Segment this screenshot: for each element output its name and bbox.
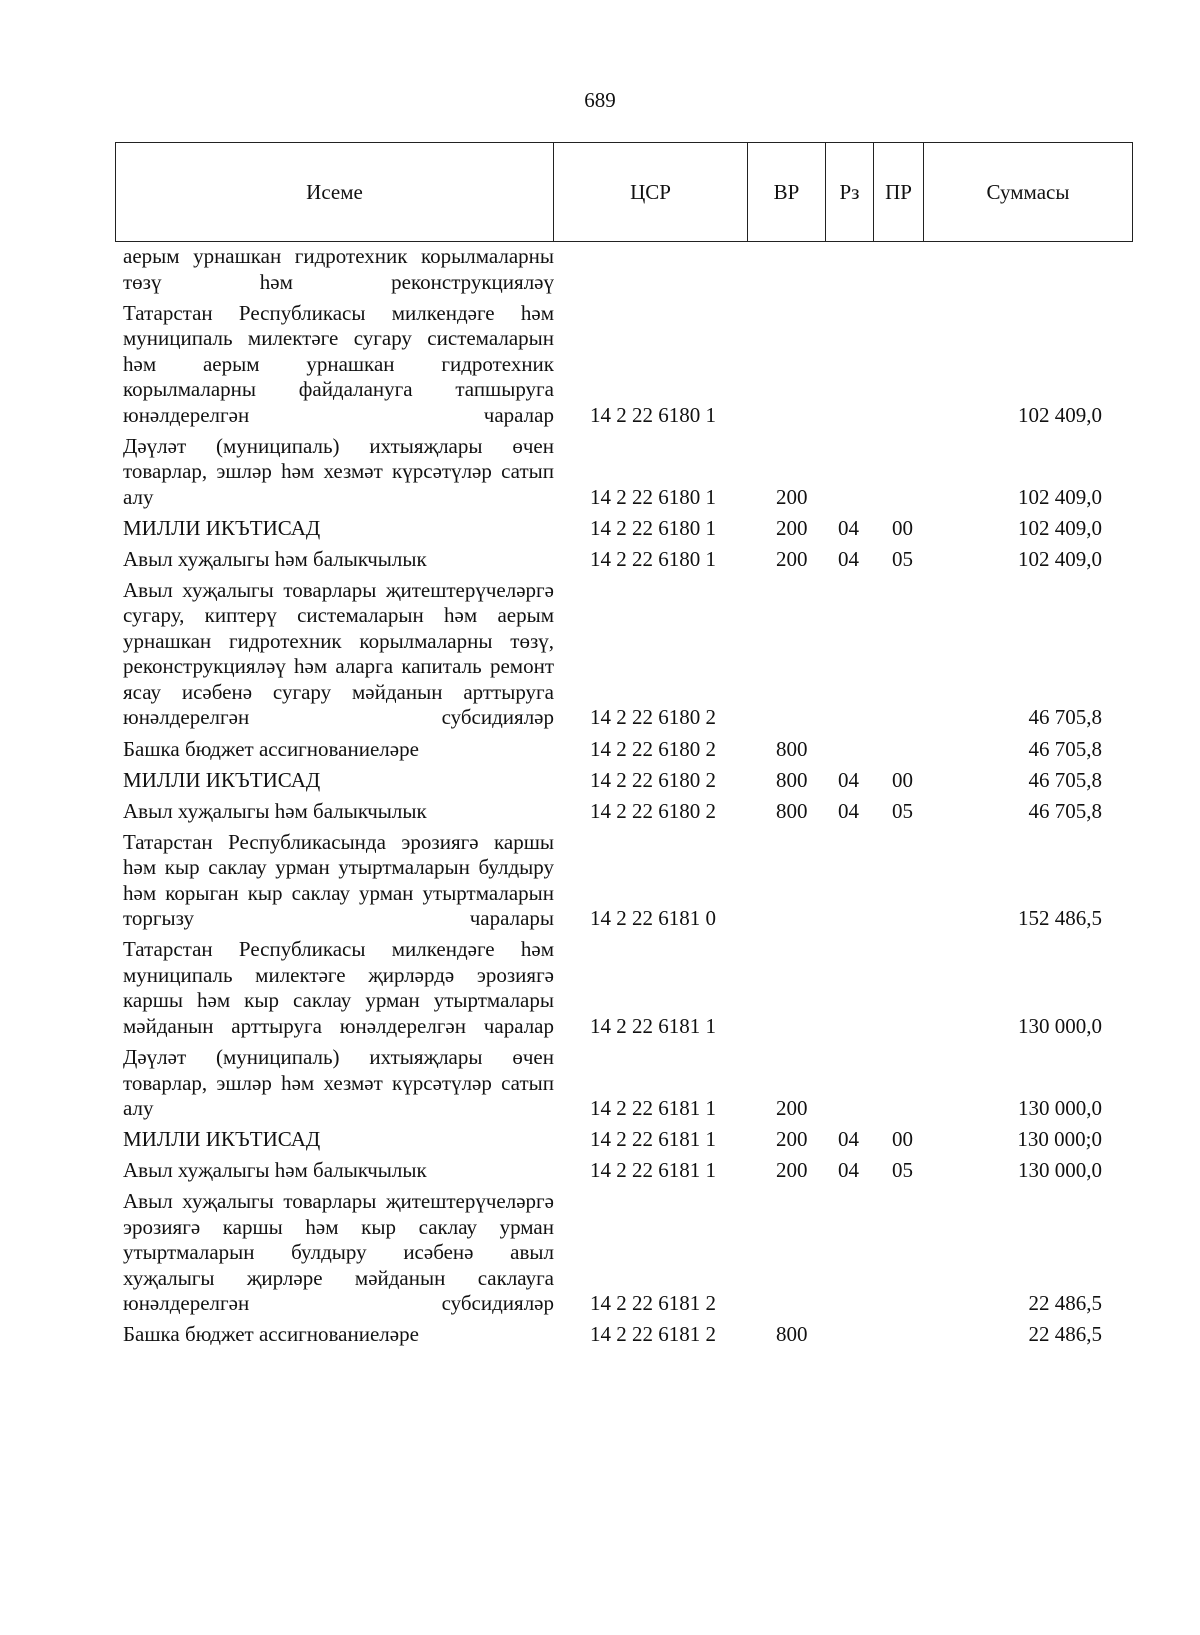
row-vr: 800 [776,736,808,761]
row-rz [830,1189,878,1317]
row-vr: 800 [776,798,808,823]
row-vr: 200 [776,515,808,540]
row-vr: 200 [776,1158,808,1183]
row-csr: 14 2 22 6181 1 [590,1096,716,1121]
table-row [118,737,1132,763]
row-rz [830,737,878,763]
row-vr: 200 [776,484,808,509]
row-sum: 22 486,5 [1028,1322,1102,1347]
row-vr: 200 [776,1127,808,1152]
row-sum: 130 000,0 [1018,1158,1102,1183]
row-vr [752,1189,830,1317]
table-row [118,434,1132,511]
row-csr: 14 2 22 6180 2 [590,705,716,730]
row-pr [878,301,928,429]
row-rz: 04 [838,1158,859,1183]
row-pr [878,1322,928,1348]
table-row [118,301,1132,429]
row-vr: 800 [776,1322,808,1347]
row-rz [830,937,878,1039]
row-rz [830,830,878,932]
page-number: 689 [584,88,616,112]
table-row [118,516,1132,542]
table-row [118,768,1132,794]
row-csr: 14 2 22 6180 1 [590,402,716,427]
row-pr: 00 [892,515,913,540]
row-name: Дәүләт (муниципаль) ихтыяҗлары өчен товарлар, эшләр һәм хезмәт күрсәтүләр сатып алу [123,1045,554,1121]
row-name: Авыл хуҗалыгы һәм балыкчылык [123,1158,427,1183]
table-row [118,937,1132,1039]
row-rz [830,301,878,429]
header-name: Исеме [116,143,554,242]
row-pr: 05 [892,1158,913,1183]
row-rz [830,1322,878,1348]
row-name: Татарстан Республикасында эрозиягә каршы һәм кыр саклау урман утыртмаларын булдыру һәм корыган кыр саклау урман утыртмаларын торгызу чаралары [123,829,554,931]
row-csr: 14 2 22 6180 2 [590,767,716,792]
row-csr: 14 2 22 6180 2 [590,798,716,823]
row-name: МИЛЛИ ИКЪТИСАД [123,767,321,792]
row-csr [558,244,752,295]
row-name: Башка бюджет ассигнованиеләре [123,736,419,761]
row-csr: 14 2 22 6180 2 [590,736,716,761]
row-sum: 130 000,0 [1018,1096,1102,1121]
row-sum: 46 705,8 [1028,798,1102,823]
row-sum: 152 486,5 [1018,906,1102,931]
row-rz: 04 [838,1127,859,1152]
row-pr [878,737,928,763]
row-rz: 04 [838,767,859,792]
row-sum: 102 409,0 [1018,484,1102,509]
row-name: аерым урнашкан гидротехник корылмаларны төзү һәм реконструкцияләү [123,244,554,294]
row-name: Татарстан Республикасы милкендәге һәм муниципаль милектәге сугару системаларын һәм аерым урнашкан гидротехник корылмаларны файдалануга тапшыруга юнәлдерелгән чаралар [123,300,554,427]
row-sum: 102 409,0 [1018,515,1102,540]
row-name: Авыл хуҗалыгы товарлары җитештерүчеләргә сугару, киптерү системаларын һәм аерым урнашкан гидротехник корылмаларны төзү, реконструкцияләү һәм аларга капиталь ремонт ясау исәбенә сугару мәйданын арттыруга юнәлдерелгән субсидияләр [123,577,554,730]
row-sum: 46 705,8 [1028,705,1102,730]
row-vr: 800 [776,767,808,792]
row-csr: 14 2 22 6180 1 [590,546,716,571]
row-rz [830,1045,878,1122]
row-vr [752,830,830,932]
header-vr: ВР [748,143,826,242]
row-csr: 14 2 22 6181 2 [590,1322,716,1347]
header-pr: ПР [874,143,924,242]
row-pr [878,244,928,295]
header-csr: ЦСР [554,143,748,242]
row-csr: 14 2 22 6180 1 [590,484,716,509]
table-row [118,830,1132,932]
row-pr [878,830,928,932]
row-name: Авыл хуҗалыгы һәм балыкчылык [123,798,427,823]
row-csr: 14 2 22 6181 1 [590,1158,716,1183]
table-row [118,1158,1132,1184]
row-sum [928,244,1108,295]
row-name: МИЛЛИ ИКЪТИСАД [123,1127,321,1152]
row-rz: 04 [838,515,859,540]
row-rz [830,578,878,731]
row-csr: 14 2 22 6181 1 [590,1127,716,1152]
row-csr: 14 2 22 6181 0 [590,906,716,931]
header-rz: Рз [826,143,874,242]
table-row [118,799,1132,825]
row-name: Авыл хуҗалыгы һәм балыкчылык [123,546,427,571]
row-name: Авыл хуҗалыгы товарлары җитештерүчеләргә эрозиягә каршы һәм кыр саклау урман утыртмаларын булдыру исәбенә авыл хуҗалыгы җирләре мәйданын саклауга юнәлдерелгән субсидияләр [123,1189,554,1316]
table-row [118,244,1132,295]
row-pr: 05 [892,798,913,823]
row-name: МИЛЛИ ИКЪТИСАД [123,515,321,540]
table-body [118,244,1132,1354]
table-row [118,1322,1132,1348]
row-pr [878,434,928,511]
row-rz [830,434,878,511]
table-row [118,547,1132,573]
row-name: Дәүләт (муниципаль) ихтыяҗлары өчен товарлар, эшләр һәм хезмәт күрсәтүләр сатып алу [123,433,554,509]
row-vr [752,578,830,731]
row-rz: 04 [838,546,859,571]
table-row [118,1045,1132,1122]
row-pr [878,937,928,1039]
table-row [118,578,1132,731]
row-sum: 46 705,8 [1028,736,1102,761]
row-sum: 130 000,0 [1018,1013,1102,1038]
row-vr: 200 [776,546,808,571]
header-sum: Суммасы [924,143,1133,242]
row-vr [752,244,830,295]
table-row [118,1127,1132,1153]
row-pr: 00 [892,1127,913,1152]
row-csr: 14 2 22 6180 1 [590,515,716,540]
row-pr [878,578,928,731]
row-vr [752,301,830,429]
row-rz: 04 [838,798,859,823]
row-pr: 05 [892,546,913,571]
table-header [115,142,1133,242]
row-sum: 102 409,0 [1018,402,1102,427]
row-sum: 102 409,0 [1018,546,1102,571]
row-name: Татарстан Республикасы милкендәге һәм муниципаль милектәге җирләрдә эрозиягә каршы һәм кыр саклау урман утыртмалары мәйданын арттыруга юнәлдерелгән чаралар [123,937,554,1038]
row-pr [878,1189,928,1317]
row-pr [878,1045,928,1122]
row-sum: 22 486,5 [1028,1291,1102,1316]
row-vr: 200 [776,1096,808,1121]
row-rz [830,244,878,295]
row-csr: 14 2 22 6181 2 [590,1291,716,1316]
row-vr [752,937,830,1039]
row-csr: 14 2 22 6181 1 [590,1013,716,1038]
row-pr: 00 [892,767,913,792]
row-name: Башка бюджет ассигнованиеләре [123,1322,419,1347]
table-row [118,1189,1132,1317]
row-sum: 46 705,8 [1028,767,1102,792]
row-sum: 130 000;0 [1017,1127,1102,1152]
